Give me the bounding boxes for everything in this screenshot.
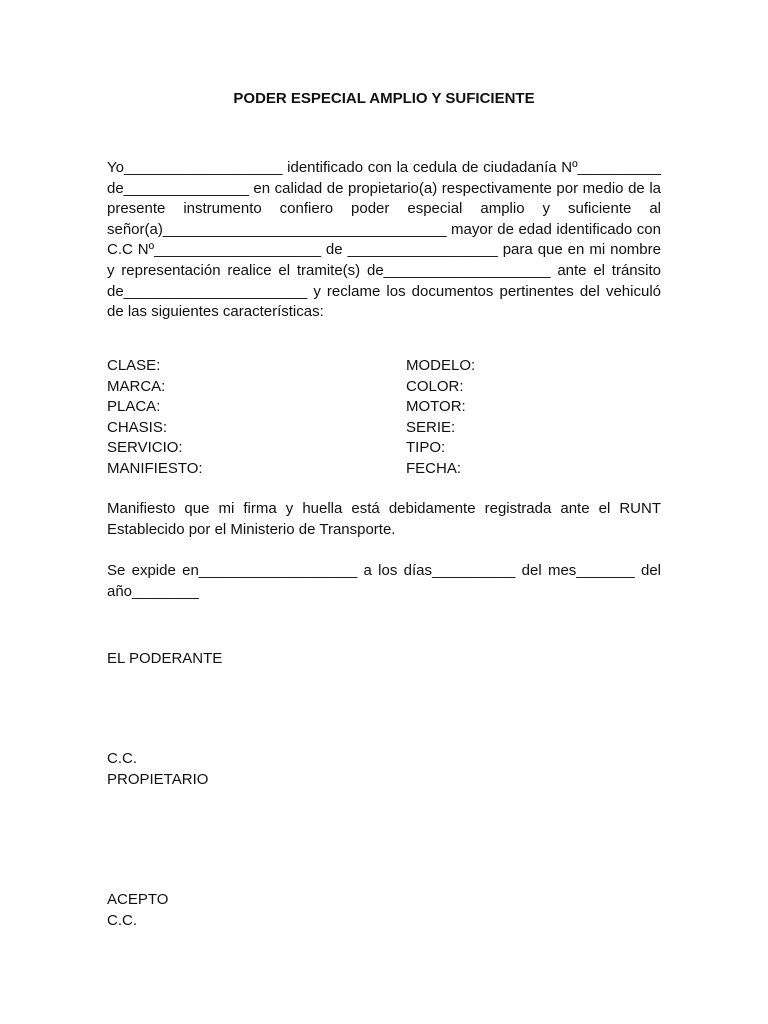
intro-line: de______________________ y reclame los documentos pertinentes del vehiculó [107, 282, 661, 300]
intro-line: Yo___________________ identificado con la cedula de ciudadanía Nº__________ [107, 159, 661, 176]
issued-line: año________ [107, 582, 199, 600]
accept-label: ACEPTO [107, 891, 169, 908]
field-label: MANIFIESTO: [107, 459, 203, 477]
declaration-line: Manifiesto que mi firma y huella está debidamente registrada ante el RUNT [107, 500, 661, 517]
intro-paragraph [107, 158, 661, 323]
field-row [107, 356, 661, 377]
accept-cc: C.C. [107, 912, 137, 929]
field-label: CLASE: [107, 357, 161, 374]
issued-paragraph [107, 561, 661, 602]
field-label: SERIE: [406, 418, 456, 436]
field-row [107, 397, 661, 418]
field-label: MARCA: [107, 377, 166, 395]
field-row [107, 418, 661, 439]
intro-line: y representación realice el tramite(s) de____________________ ante el tránsito [107, 261, 661, 279]
intro-line: señor(a)__________________________________ mayor de edad identificado con [107, 220, 661, 238]
field-row [107, 377, 661, 398]
owner-cc: C.C. [107, 750, 137, 767]
field-label: PLACA: [107, 398, 161, 416]
field-label: MOTOR: [406, 398, 466, 416]
field-label: SERVICIO: [107, 439, 183, 457]
poderante-label: EL PODERANTE [107, 650, 223, 667]
intro-line: C.C Nº____________________ de __________________ para que en mi nombre [107, 241, 661, 259]
intro-line: de las siguientes características: [107, 303, 324, 321]
field-row [107, 438, 661, 459]
field-label: MODELO: [406, 357, 476, 374]
intro-line: de_______________ en calidad de propietario(a) respectivamente por medio de la [107, 179, 661, 197]
declaration-line: Establecido por el Ministerio de Transporte. [107, 520, 396, 538]
field-row [107, 459, 661, 480]
field-label: COLOR: [406, 377, 464, 395]
field-label: TIPO: [406, 439, 446, 457]
page-title: PODER ESPECIAL AMPLIO Y SUFICIENTE [233, 90, 535, 107]
declaration-paragraph [107, 499, 661, 540]
intro-line: presente instrumento confiero poder especial amplio y suficiente al [107, 200, 661, 218]
vehicle-fields [107, 356, 661, 480]
issued-line: Se expide en___________________ a los días__________ del mes_______ del [107, 562, 661, 579]
owner-label: PROPIETARIO [107, 771, 209, 788]
field-label: CHASIS: [107, 418, 168, 436]
field-label: FECHA: [406, 459, 462, 477]
